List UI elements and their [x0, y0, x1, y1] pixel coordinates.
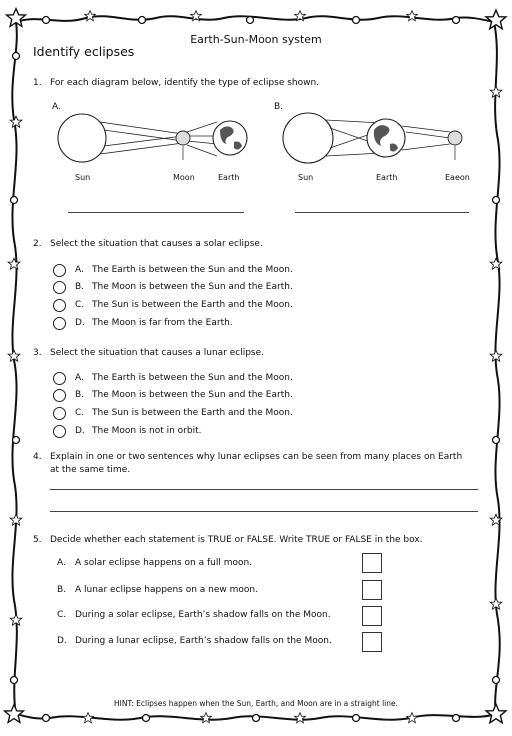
q4-answer-line-1[interactable] — [50, 489, 478, 490]
q3-option-d-letter: D. — [75, 426, 85, 436]
q2-option-a-text: The Earth is between the Sun and the Moon. — [92, 265, 293, 275]
diagram-b — [278, 110, 478, 170]
q3-option-a-radio[interactable] — [53, 372, 66, 385]
q5-statement-c-letter: C. — [57, 610, 67, 620]
q2-option-c-radio[interactable] — [53, 299, 66, 312]
q5-statement-c-answer-box[interactable] — [362, 606, 382, 626]
diagram-b-earth-label: Earth — [376, 173, 398, 182]
q5-statement-d-letter: D. — [57, 636, 67, 646]
diagram-b-sun-label: Sun — [298, 173, 314, 182]
q4-text-line2: at the same time. — [50, 465, 131, 475]
diagram-b-answer-line[interactable] — [295, 212, 469, 213]
q5-statement-d-text: During a lunar eclipse, Earth’s shadow falls on the Moon. — [75, 636, 332, 646]
q5-statement-b-answer-box[interactable] — [362, 580, 382, 600]
q3-option-a-letter: A. — [75, 373, 84, 383]
diagram-a-sun-label: Sun — [75, 173, 91, 182]
diagram-a-moon-label: Moon — [173, 173, 195, 182]
diagram-a-answer-line[interactable] — [68, 212, 244, 213]
q3-option-a-text: The Earth is between the Sun and the Moon. — [92, 373, 293, 383]
q5-statement-a-answer-box[interactable] — [362, 553, 382, 573]
diagram-b-letter: B. — [274, 102, 284, 112]
q2-option-d-radio[interactable] — [53, 317, 66, 330]
q2-option-c-letter: C. — [75, 300, 85, 310]
earth-icon — [367, 119, 405, 157]
q2-option-a-letter: A. — [75, 265, 84, 275]
q2-text: Select the situation that causes a solar eclipse. — [50, 239, 263, 249]
q3-option-c-radio[interactable] — [53, 407, 66, 420]
q2-option-a-radio[interactable] — [53, 264, 66, 277]
diagram-a — [50, 110, 260, 170]
q4-answer-line-2[interactable] — [50, 511, 478, 512]
q3-option-c-letter: C. — [75, 408, 85, 418]
q1-text: For each diagram below, identify the type of eclipse shown. — [50, 78, 320, 88]
q2-option-c-text: The Sun is between the Earth and the Moon. — [92, 300, 293, 310]
q4-text-line1: Explain in one or two sentences why lunar eclipses can be seen from many places on Earth — [50, 452, 463, 462]
hint-text: HINT: Eclipses happen when the Sun, Earth, and Moon are in a straight line. — [114, 699, 398, 708]
q5-statement-b-text: A lunar eclipse happens on a new moon. — [75, 585, 258, 595]
q3-option-d-text: The Moon is not in orbit. — [92, 426, 202, 436]
diagram-a-earth-label: Earth — [218, 173, 240, 182]
moon-icon — [176, 131, 190, 145]
diagram-b-moon-label: Eaeon — [445, 173, 470, 182]
q5-statement-c-text: During a solar eclipse, Earth’s shadow falls on the Moon. — [75, 610, 331, 620]
q5-number: 5. — [33, 535, 42, 545]
worksheet-subtitle: Identify eclipses — [33, 44, 135, 59]
sun-icon — [58, 114, 106, 162]
q3-text: Select the situation that causes a lunar eclipse. — [50, 348, 265, 358]
q5-statement-d-answer-box[interactable] — [362, 632, 382, 652]
q3-option-d-radio[interactable] — [53, 425, 66, 438]
diagram-a-letter: A. — [52, 102, 61, 112]
earth-icon — [213, 121, 247, 155]
page-title: Earth-Sun-Moon system — [190, 33, 322, 46]
q2-option-d-letter: D. — [75, 318, 85, 328]
q3-option-b-letter: B. — [75, 390, 85, 400]
q2-option-b-text: The Moon is between the Sun and the Earth. — [92, 282, 293, 292]
moon-icon — [448, 131, 462, 145]
q2-number: 2. — [33, 239, 42, 249]
q5-statement-a-text: A solar eclipse happens on a full moon. — [75, 558, 253, 568]
q1-number: 1. — [33, 78, 42, 88]
q3-option-b-radio[interactable] — [53, 389, 66, 402]
q5-statement-a-letter: A. — [57, 558, 66, 568]
q5-statement-b-letter: B. — [57, 585, 67, 595]
q2-option-b-radio[interactable] — [53, 281, 66, 294]
q5-text: Decide whether each statement is TRUE or FALSE. Write TRUE or FALSE in the box. — [50, 535, 423, 545]
sun-icon — [283, 113, 333, 163]
q2-option-d-text: The Moon is far from the Earth. — [92, 318, 233, 328]
q3-option-c-text: The Sun is between the Earth and the Moon. — [92, 408, 293, 418]
q3-number: 3. — [33, 348, 42, 358]
q4-number: 4. — [33, 452, 42, 462]
q2-option-b-letter: B. — [75, 282, 85, 292]
q3-option-b-text: The Moon is between the Sun and the Earth. — [92, 390, 293, 400]
